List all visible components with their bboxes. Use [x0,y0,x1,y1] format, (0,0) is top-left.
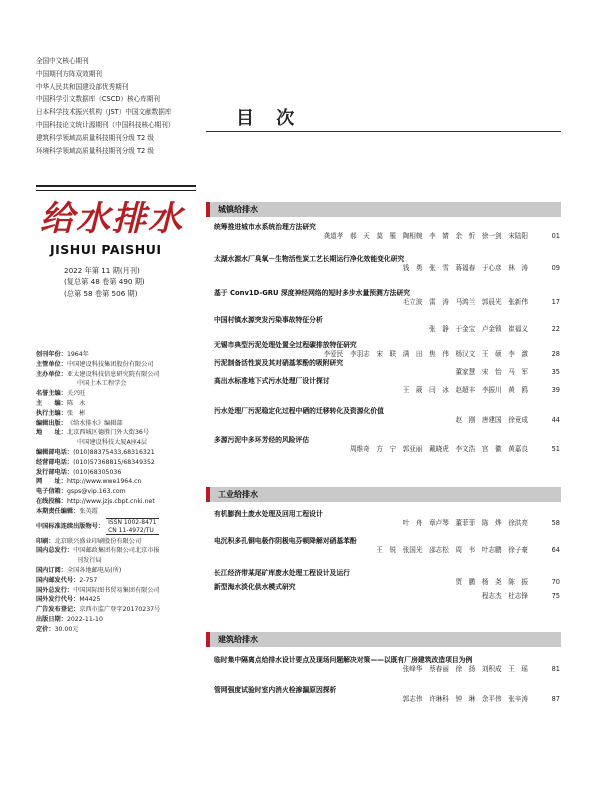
article-authors: 贾 鹏 杨 尧 陈 振 [455,578,528,586]
article-title: 新型海水淡化供水模式研究 [214,583,296,591]
info-key: 编辑出版： [36,419,67,427]
info-key: 电子信箱： [36,488,67,496]
info-row [36,546,211,556]
info-key: 国外总发行： [36,586,74,594]
author-line [214,445,560,455]
info-row [36,497,211,507]
info-key: 本期责任编辑： [36,507,80,515]
article-title: 高出水标准地下式污水处理厂设计探讨 [214,377,330,385]
info-row [36,625,211,635]
article-title: 基于 Conv1D-GRU 深度神经网络的短时多步水量预测方法研究 [214,289,411,297]
info-value: 刊发行局 [77,557,102,565]
author-line [214,695,560,705]
issue-line: (总第 58 卷第 506 期) [64,288,138,298]
article-authors: 王 葳 闫 冰 赵超丰 李振川 黄 鸥 [402,386,528,394]
info-value: 《给水排水》编辑部 [66,419,123,427]
info-row [36,428,211,438]
section-title: 建筑给排水 [218,635,258,644]
magazine-logo [36,196,196,240]
article-authors: 张峰华 蔡春丽 徐 扬 刘积成 王 瑶 [402,665,528,673]
toc-entry[interactable] [214,377,560,396]
info-key: 国外发行代号： [36,596,80,604]
toc-entry[interactable] [214,289,560,308]
info-value: 30.00元 [54,625,79,633]
info-key: 主 编： [36,399,67,407]
article-authors: 董家慧 宋 怡 马 军 [455,368,528,376]
info-row [36,389,211,399]
article-title: 临时集中隔离点给排水设计要点及现场问题解决对策——以既有厂房建筑改造项目为例 [214,656,473,664]
page-number: 64 [551,546,560,554]
info-key: 出版日期： [36,615,67,623]
info-row [36,605,211,615]
section-header [206,202,561,217]
author-line [214,264,560,274]
issue-line: (复总第 48 卷第 490 期) [64,277,145,287]
info-value: (010)68305036 [73,468,122,476]
page-number: 28 [551,350,560,358]
article-authors: 钱 勇 张 雪 蒋福春 于心彦 林 涛 [402,264,528,272]
info-value: 中国建设科技集团股份有限公司 [66,360,154,368]
info-value: 陈 永 [66,399,86,407]
section-title: 工业给排水 [218,490,258,499]
info-row [36,615,211,625]
toc-entry[interactable] [214,359,560,378]
info-row [36,537,211,547]
article-title: 有机膨润土废水处理及回用工程设计 [214,510,323,518]
info-row [36,399,211,409]
info-row [36,487,211,497]
info-row [36,517,211,537]
section-title: 城镇给排水 [218,205,258,214]
page-number: 87 [551,695,560,703]
author-line [214,325,560,335]
issn-number: ISSN 1002-8471 [108,518,157,526]
info-key: 国内订阅： [36,566,67,574]
toc-entry[interactable] [214,436,560,455]
info-value: 亚太建设科技信息研究院有限公司 [66,370,160,378]
info-key: 印刷： [36,537,55,545]
author-line [214,519,560,529]
author-line [214,232,560,242]
article-title: 太湖水源水厂臭氧－生物活性炭工艺长期运行净化效能变化研究 [214,255,405,263]
info-row [36,350,211,360]
index-list-item: 中国期刊方阵双效期刊 [36,69,102,78]
toc-entry[interactable] [214,510,560,529]
info-value: M4425 [79,596,101,604]
article-authors: 程志杰 杜志锋 [481,592,528,600]
index-list-item: 中国科学引文数据库（CSCD）核心库期刊 [36,95,160,104]
author-line [214,386,560,396]
index-list-item: 建筑科学领域高质量科技期刊分级 T2 级 [36,133,154,142]
info-key: 中国标准连续出版物号： [36,522,105,530]
article-title: 中国村镇水源突发污染事故特征分析 [214,316,323,324]
article-authors: 赵 刚 唐建国 徐竟成 [455,416,528,424]
info-value: 全国各地邮电局(所) [66,566,122,574]
article-authors: 毛立波 雷 涛 马鸿兰 郭晨光 张新伟 [402,298,528,306]
issue-line: 2022 年第 11 期(月刊) [64,266,140,275]
info-key: 在线投稿： [36,497,67,505]
info-row [36,477,211,487]
issn-box [106,518,159,535]
article-authors: 叶 舟 章卢琴 董菲菲 陈 烨 徐洪亮 [402,519,528,527]
toc-entry[interactable] [214,223,560,242]
page-number: 22 [551,325,560,333]
info-value: 中国国际图书贸易集团有限公司 [73,586,160,594]
info-value: (010)88375433,68316321 [73,448,155,456]
toc-entry[interactable] [214,341,560,360]
article-authors: 李爱民 李羽志 宋 联 满 田 焦 伟 杨汉文 王 硕 李 激 [323,350,528,358]
article-title: 无锡市典型污泥处理处置全过程碳排放特征研究 [214,341,357,349]
toc-entry[interactable] [214,316,560,335]
info-row [36,419,211,429]
info-row [36,360,211,370]
page-number: 51 [551,445,560,453]
article-title: 污水处理厂污泥稳定化过程中硒的迁移转化及资源化价值 [214,407,384,415]
article-authors: 龚道孝 郝 天 莫 罹 陶相婉 李 婧 余 忻 徐一剑 宋陆阳 [323,232,528,240]
info-row [36,379,211,389]
info-value: 张 彬 [66,409,86,417]
info-key: 定价： [36,625,55,633]
info-value: 关兴旺 [66,390,86,398]
index-list-block [36,55,206,157]
toc-entry[interactable] [214,537,560,556]
info-key: 编辑部电话： [36,448,74,456]
article-title: 污泥制备活性炭及其对硝基苯酚的吸附研究 [214,359,344,367]
index-list-item: 全国中文核心期刊 [36,57,89,65]
info-key: 国内邮发代号： [36,576,80,584]
article-authors: 张 静 于金宝 卢金锁 崔福义 [429,325,528,333]
info-row [36,409,211,419]
info-value: 2-757 [79,576,98,584]
info-key: 国内总发行： [36,547,74,555]
author-line [214,592,560,602]
toc-entry[interactable] [214,407,560,426]
section-header [206,487,561,502]
issue-info [64,265,145,299]
article-title: 统筹推进城市水系统治理方法研究 [214,223,316,231]
article-title: 多源污泥中多环芳烃的风险评估 [214,436,310,444]
info-row [36,576,211,586]
index-list-item: 中国科技论文统计源期刊（中国科技核心期刊） [36,120,175,129]
info-value: 张英霞 [79,507,98,515]
info-value: 1964年 [66,351,89,358]
info-value: 京西市监广登字20170237号 [79,606,161,614]
toc-heading-rule [206,131,561,132]
info-value: http://www.jzjs.cbpt.cnki.net [66,497,155,505]
info-key: 主管单位： [36,360,67,368]
info-value: 北京联兴盛业印刷股份有限公司 [54,537,142,545]
page-number: 09 [551,264,560,272]
info-value: 2022-11-10 [66,615,103,623]
info-row [36,507,211,517]
toc-entry[interactable] [214,686,560,705]
info-row [36,566,211,576]
article-title: 电沉积多孔铜电极作阴极电芬顿降解对硝基苯酚 [214,537,357,545]
info-value: 中国土木工程学会 [77,380,127,388]
info-row [36,370,211,380]
info-row [36,458,211,468]
page-number: 35 [551,368,560,376]
article-authors: 王 锐 张国光 邵志松 周 韦 叶志鹏 徐子豪 [376,546,528,554]
logo-text: 给水排水 [40,199,184,239]
info-row [36,438,211,448]
index-list-item: 环境科学领域高质量科技期刊分级 T2 级 [36,146,154,155]
divider-thick [36,185,196,187]
author-line [214,298,560,308]
info-value: (010)57368815/68349352 [73,458,155,466]
info-value: gsps@vip.163.com [66,488,126,496]
magazine-name-en: JISHUI PAISHUI [50,242,162,257]
info-key: 发行部电话： [36,468,74,476]
index-list-item: 中华人民共和国建设部优秀期刊 [36,82,129,91]
article-authors: 周维奇 方 宁 郭亚丽 戴晓虎 李文浩 宫 徽 黄嘉良 [349,445,528,453]
cn-number: CN 11-4972/TU [108,526,154,534]
info-key: 主办单位： [36,370,67,378]
page-number: 44 [551,416,560,424]
info-key: 创刊年份： [36,351,67,358]
info-key: 经营部电话： [36,458,74,466]
toc-heading: 目 次 [236,108,303,129]
author-line [214,416,560,426]
info-key: 网 址： [36,478,67,486]
page-number: 58 [551,519,560,527]
info-key: 广告发布登记： [36,606,80,614]
info-key: 地 址： [36,429,67,437]
info-value: 中国建设科技大厦A座4层 [77,439,148,447]
page-number: 39 [551,386,560,394]
info-row [36,556,211,566]
index-list-item: 日本科学技术振兴机构（JST）中国文献数据库 [36,108,172,117]
page-number: 01 [551,232,560,240]
info-value: http://www.wwe1964.cn [66,478,142,486]
info-value: 中国邮政集团有限公司北京市报 [73,547,160,555]
author-line [214,665,560,675]
page-number: 81 [551,665,560,673]
info-value: 北京西城区德胜门外大街36号 [66,429,150,437]
author-line [214,546,560,556]
divider-thin [36,190,196,191]
info-key: 名誉主编： [36,390,67,398]
article-authors: 郭志伟 许琳科 钟 琳 余平伟 张辛涛 [402,695,528,703]
publication-info [36,350,211,635]
toc-entry[interactable] [214,255,560,274]
section-header [206,632,561,647]
article-title: 管网强度试验时室内消火栓渗漏原因探析 [214,686,337,694]
info-row [36,586,211,596]
index-list [36,55,206,157]
page-number: 17 [551,298,560,306]
info-row [36,595,211,605]
info-key: 执行主编： [36,409,67,417]
info-row [36,468,211,478]
toc-entry[interactable] [214,583,560,602]
info-row [36,448,211,458]
article-title: 长江经济带某尾矿库废水处理工程设计及运行 [214,569,350,577]
page-number: 75 [551,592,560,600]
toc-entry[interactable] [214,656,560,675]
page-number: 70 [551,578,560,586]
